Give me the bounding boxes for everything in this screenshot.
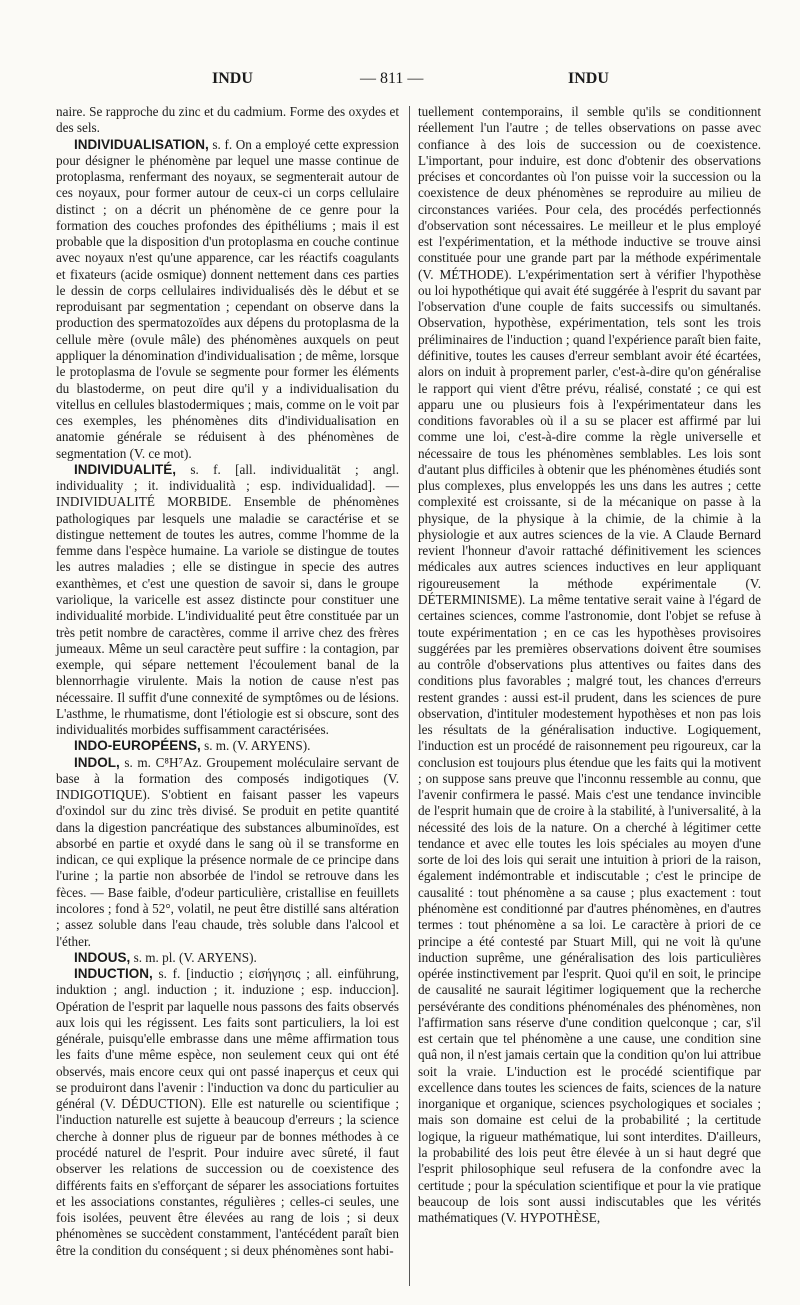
header-right-guideword: INDU	[568, 70, 609, 87]
page-number: — 811 —	[360, 70, 424, 87]
headword-individualite: INDIVIDUALITÉ,	[74, 461, 177, 477]
running-head	[0, 70, 800, 94]
entry-induction	[56, 966, 399, 1259]
entry-text: s. f. On a employé cette expression pour désigner le phénomène par lequel une masse continue de protoplasma, renfermant des noyaux, se segmenterait autour de ces noyaux, pour former autour de ceux-ci un corps cellulaire distinct ; on a décrit un phénomène de ce genre pour la formation des couches profondes des épithéliums ; mais il est probable que la disposition d'un protoplasma en couche continue avec noyaux n'est qu'une apparence, car les réactifs coagulants et fixateurs (acide osmique) donnent nettement dans ces parties le dessin de corps cellulaires individualisés dès le début et se reproduisant par segmentation ; cependant on observe dans la production des spermatozoïdes aux dépens du protoplasma de la cellule mère (ovule mâle) des phénomènes auxquels on peut appliquer la dénomination d'individualisation ; de même, lorsque le protoplasma de l'ovule se segmente pour former les éléments du blastoderme, on peut dire qu'il y a individualisation du vitellus en cellules blastodermiques ; mais, comme on le voit par ces exemples, les phénomènes dits d'individualisation en anatomie générale se réduisent à des phénomènes de segmentation (V. ce mot).	[56, 136, 399, 461]
entry-indous	[56, 950, 399, 966]
headword-induction: INDUCTION,	[74, 966, 153, 982]
entry-text: s. m. (V. ARYENS).	[200, 738, 311, 754]
header-left-guideword: INDU	[212, 70, 253, 87]
headword-indol: INDOL,	[74, 754, 120, 770]
entry-text: s. m. pl. (V. ARYENS).	[130, 949, 257, 965]
right-column	[418, 104, 761, 1226]
entry-individualite	[56, 462, 399, 739]
entry-indo-europeens	[56, 738, 399, 754]
entry-individualisation	[56, 137, 399, 462]
entry-indol	[56, 755, 399, 950]
headword-indo-europeens: INDO-EUROPÉENS,	[74, 738, 201, 754]
entry-text: s. m. C⁸H⁷Az. Groupement moléculaire servant de base à la formation des composés indigotiques (V. INDIGOTIQUE). S'obtient en faisant passer les vapeurs d'oxindol sur du zinc très divisé. Se produit en petite quantité dans la digestion pancréatique des substances albuminoïdes, est absorbé en partie et oxydé dans le sang où il se transforme en indican, ce qui explique la présence normale de ce principe dans l'urine ; la partie non absorbée de l'indol se retrouve dans les fèces. — Base faible, d'odeur particulière, cristallise en feuillets incolores ; fond à 52°, volatil, ne peut être distillé sans altération ; assez soluble dans l'eau chaude, très soluble dans l'alcool et l'éther.	[56, 754, 399, 949]
headword-indous: INDOUS,	[74, 949, 131, 965]
column-divider	[409, 106, 410, 1286]
entry-text: s. f. [all. individualität ; angl. individuality ; it. individualità ; esp. individualidad]. — INDIVIDUALITÉ MORBIDE. Ensemble de phénomènes pathologiques par lesquels une maladie se caractérise et se distingue nettement de toutes les autres, comme l'homme de la femme dans l'espèce humaine. La variole se distingue de toutes les autres maladies ; elle se distingue in specie des autres exanthèmes, et c'est une question de savoir si, dans le groupe variolique, la varicelle est assez distincte pour constituer une individualité morbide. L'individualité peut être constituée par un très petit nombre de caractères, comme il arrive chez des frères jumeaux. Même un seul caractère peut suffire : la contagion, par exemple, qui sépare nettement l'écoulement banal de la blennorrhagie virulente. Mais la notion de cause n'est pas nécessaire. Il suffit d'une connexité de symptômes ou de lésions. L'asthme, le rhumatisme, dont l'étiologie est si obscure, sont des individualités morbides suffisamment caractérisées.	[56, 461, 399, 738]
induction-continued: tuellement contemporains, il semble qu'ils se conditionnent réellement l'un l'autre ; de telles observations on passe avec confiance à des lois de succession ou de coexistence. L'important, pour induire, est donc d'obtenir des observations précises et concordantes où l'on puisse voir la succession ou la coexistence de deux phénomènes se reproduire au milieu de circonstances variées. Pour cela, des procédés perfectionnés d'observation sont nécessaires. Le meilleur et le plus employé est l'expérimentation, et la méthode inductive se trouve ainsi constituée pour une grande part par la méthode expérimentale (V. MÉTHODE). L'expérimentation sert à vérifier l'hypothèse ou loi hypothétique qui avait été suggérée à l'esprit du savant par l'observation d'une couple de faits successifs ou simultanés. Observation, hypothèse, expérimentation, tels sont les trois préliminaires de l'induction ; quand l'expérience paraît bien faite, définitive, toutes les causes d'erreur semblant avoir été écartées, alors on induit à proprement parler, c'est-à-dire qu'on généralise le rapport qui vient d'être prévu, réalisé, constaté ; ce qui est apparu une ou plusieurs fois à l'expérimentateur dans les conditions favorables où il a su se placer est affirmé par lui comme une loi, c'est-à-dire comme la règle universelle et nécessaire de tous les phénomènes semblables. Les lois sont d'autant plus difficiles à obtenir que les phénomènes étudiés sont plus complexes, plus enveloppés les uns dans les autres ; cette complexité est croissante, si de la mécanique on passe à la physique, de la physique à la chimie, de la chimie à la physiologie et aux autres sciences de la vie. A Claude Bernard revient l'honneur d'avoir rattaché définitivement les sciences médicales aux autres sciences inductives en leur appliquant rigoureusement la méthode expérimentale (V. DÉTERMINISME). La même tentative serait vaine à l'égard de certaines sciences, comme l'astronomie, dont l'objet se refuse à toute expérimentation ; en ce cas les hypothèses provisoires suggérées par les premières observations doivent être soumises au contrôle d'observations plus attentives ou faites dans des conditions plus favorables ; malgré tout, les chances d'erreurs restent grandes : aussi est-il prudent, dans les sciences de pure observation, d'intituler modestement hypothèses et non pas lois les résultats de la généralisation inductive. Logiquement, l'induction est un procédé de raisonnement peu rigoureux, car la conclusion est toujours plus étendue que les faits qui la motivent ; on suppose sans preuve que l'inconnu ressemble au connu, que l'avenir confirmera le passé. Mais c'est une tendance invincible de l'esprit humain que de croire à la stabilité, à l'universalité, à la nécessité des lois de la nature. On a cherché à légitimer cette tendance et avec elle toutes les lois spéciales au moyen d'une sorte de loi des lois qui serait une intuition à priori de la raison, également indémontrable et indiscutable ; c'est le principe de causalité : tout phénomène a sa cause ; plus exactement : tout phénomène est conditionné par d'autres phénomènes, en d'autres termes : tout phénomène a sa loi. Le caractère à priori de ce principe a été contesté par Stuart Mill, qui ne voit là qu'une induction suprême, une généralisation des lois particulières opérée instinctivement par l'esprit. Quoi qu'il en soit, le principe de causalité ne saurait légitimer logiquement que la recherche persévérante des conditions phénoménales des phénomènes, non l'affirmation sans réserve d'une condition quelconque ; car, s'il est certain que tel phénomène a une cause, une condition sine quâ non, il n'est jamais certain que la condition qu'on lui attribue soit la vraie. L'induction est le procédé scientifique par excellence dans toutes les sciences de faits, sciences de la nature inorganique et organique, sciences psychologiques et sociales ; mais son domaine est celui de la probabilité ; la certitude logique, la rigueur mathématique, lui sont interdites. D'ailleurs, la probabilité des lois peut être élevée à un si haut degré que l'esprit philosophique seul refusera de la confondre avec la certitude ; pour la spéculation scientifique et pour la vie pratique beaucoup de lois sont aussi indiscutables que les vérités mathématiques (V. HYPOTHÈSE,	[418, 104, 761, 1226]
headword-individualisation: INDIVIDUALISATION,	[74, 136, 209, 152]
continued-paragraph: naire. Se rapproche du zinc et du cadmium. Forme des oxydes et des sels.	[56, 104, 399, 136]
left-column	[56, 104, 399, 1259]
entry-text: s. f. [inductio ; εἰσήγησις ; all. einführung, induktion ; angl. induction ; it. induzione ; esp. induccion]. Opération de l'esprit par laquelle nous passons des faits observés aux lois qui les régissent. Les faits sont particuliers, la loi est générale, puisqu'elle embrasse dans une même affirmation tous les faits d'une même espèce, non seulement ceux qui ont été observés, mais encore ceux qui ont passé inaperçus et ceux qui se produiront dans l'avenir : l'induction va donc du particulier au général (V. DÉDUCTION). Elle est naturelle ou scientifique ; l'induction naturelle est sujette à beaucoup d'erreurs ; la science cherche à donner plus de rigueur par de bonnes méthodes à ce procédé naturel de l'esprit. Pour induire avec sûreté, il faut observer les relations de succession ou de coexistence des différents faits en s'efforçant de séparer les associations fortuites et les associations constantes, régulières ; celles-ci seules, une fois isolées, peuvent être élevées au rang de lois ; si deux phénomènes se succèdent constamment, l'antécédent paraît bien être la condition du conséquent ; si deux phénomènes sont habi-	[56, 966, 399, 1258]
